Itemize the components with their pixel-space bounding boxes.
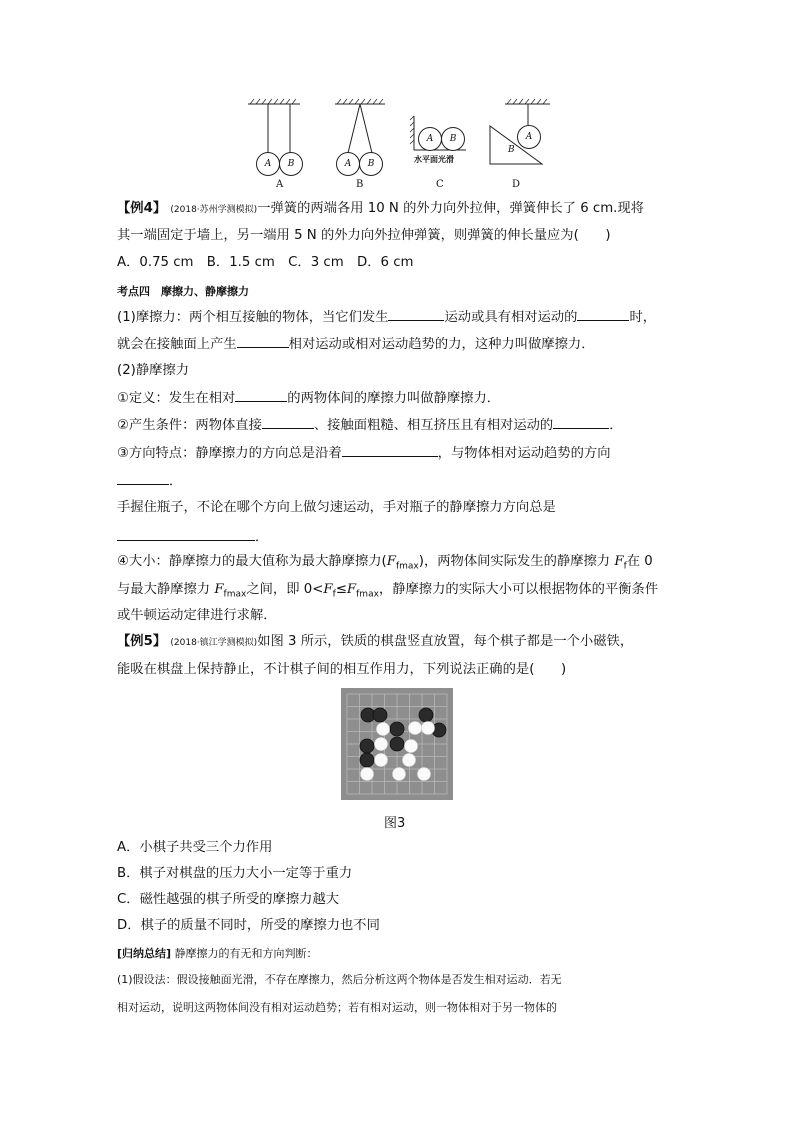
- static-dir-text-b: ，与物体相对运动趋势的方向: [437, 446, 611, 461]
- bottle-line2: [117, 526, 682, 548]
- blank-1: [388, 306, 444, 321]
- static-def-line: [117, 387, 682, 409]
- size-sub: fmax: [395, 561, 419, 572]
- example4-tag: 【例4】: [117, 201, 167, 216]
- static-cond-line: [117, 414, 682, 436]
- example5-option-b: B．棋子对棋盘的压力大小一定等于重力: [117, 866, 353, 881]
- size-text-b: )，两物体间实际发生的静摩擦力: [418, 554, 611, 569]
- size2-text-a: 与最大静摩擦力: [117, 582, 211, 597]
- figure-b: [335, 99, 385, 153]
- friction-def-text-a: (1)摩擦力：两个相互接触的物体，当它们发生: [117, 310, 389, 325]
- summary-line1: (1)假设法：假设接触面光滑，不存在摩擦力，然后分析这两个物体是否发生相对运动．若无: [117, 973, 562, 986]
- blank-5: [262, 414, 314, 429]
- static-dir-line1: [117, 442, 682, 464]
- friction-def-text-b: 运动或具有相对运动的: [444, 310, 578, 325]
- size2-text-c: ≤: [335, 582, 347, 597]
- friction-def-line1: [117, 306, 682, 328]
- ball-a-fig-c: A: [418, 127, 442, 151]
- summary-heading: [117, 944, 682, 964]
- bottle-line1: 手握住瓶子，不论在哪个方向上做匀速运动，手对瓶子的静摩擦力方向总是: [117, 500, 556, 515]
- size2-sub1: fmax: [223, 589, 247, 600]
- friction-def-text-e: 相对运动或相对运动趋势的力，这种力叫做摩擦力．: [288, 337, 595, 352]
- blank-4: [235, 387, 287, 402]
- size-fsub: f: [623, 561, 627, 572]
- static-def-text-b: 的两物体间的摩擦力叫做静摩擦力．: [287, 391, 501, 406]
- size2-text-d: ，静摩擦力的实际大小可以根据物体的平衡条件: [378, 582, 659, 597]
- blank-3: [237, 333, 289, 348]
- bottle-end: ．: [255, 530, 269, 545]
- size-Ff: F: [614, 554, 624, 569]
- example4-source: (2018·苏州学测模拟): [170, 205, 258, 215]
- figure-a: [248, 99, 300, 153]
- summary-line2: 相对运动，说明这两物体间没有相对运动趋势；若有相对运动，则一物体相对于另一物体的: [117, 1001, 557, 1014]
- blank-2: [577, 306, 629, 321]
- example4-line1: [117, 199, 682, 220]
- static-cond-text-a: ②产生条件：两物体直接: [117, 418, 262, 433]
- summary-tag: [归纳总结]: [117, 947, 172, 960]
- ball-a-fig-b: A: [336, 152, 360, 176]
- friction-def-text-d: 就会在接触面上产生: [117, 337, 237, 352]
- static-size-line1: [117, 552, 682, 577]
- figure-label-c: C: [436, 179, 444, 190]
- static-dir-text-a: ③方向特点：静摩擦力的方向总是沿着: [117, 446, 342, 461]
- blank-7: [342, 442, 438, 457]
- example5-option-d: D．棋子的质量不同时，所受的摩擦力也不同: [117, 918, 380, 933]
- static-cond-text-b: 、接触面粗糙、相互挤压且有相对运动的: [313, 418, 554, 433]
- figure3-caption: 图3: [384, 816, 406, 831]
- example5-option-a: A．小棋子共受三个力作用: [117, 840, 273, 855]
- pendulum-figure: [240, 98, 560, 190]
- example5-line1: [117, 632, 682, 653]
- example5-stem-1: 如图 3 所示，铁质的棋盘竖直放置，每个棋子都是一个小磁铁，: [257, 634, 634, 649]
- size-F: F: [386, 554, 396, 569]
- static-dir-text-c: ．: [169, 474, 183, 489]
- example5-option-c: C．磁性越强的棋子所受的摩擦力越大: [117, 892, 340, 907]
- figure-label-b: B: [356, 179, 364, 190]
- ball-b-fig-c: B: [441, 127, 465, 151]
- example5-source: (2018·镇江学测模拟): [170, 638, 258, 648]
- example5-line2: 能吸在棋盘上保持静止，不计棋子间的相互作用力，下列说法正确的是( ): [117, 662, 567, 677]
- static-def-text-a: ①定义：发生在相对: [117, 391, 236, 406]
- ball-a-fig-d: A: [517, 125, 541, 149]
- blank-9: [117, 526, 255, 541]
- size2-fsub: f: [332, 589, 336, 600]
- blank-6: [553, 414, 609, 429]
- static-size-line3: 或牛顿运动定律进行求解．: [117, 608, 277, 623]
- ball-b-fig-a: B: [279, 152, 303, 176]
- figure-label-d: D: [512, 179, 521, 190]
- static-cond-text-c: ．: [609, 418, 623, 433]
- ball-b-fig-b: B: [359, 152, 383, 176]
- blank-8: [117, 470, 169, 485]
- example4-line2: 其一端固定于墙上，另一端用 5 N 的外力向外拉伸弹簧，则弹簧的伸长量应为( ): [117, 228, 611, 243]
- friction-def-text-c: 时，: [629, 310, 657, 325]
- example5-tag: 【例5】: [117, 634, 167, 649]
- figure-label-a: A: [276, 179, 284, 190]
- static-dir-line2: [117, 470, 682, 492]
- size2-sub2: fmax: [356, 589, 379, 600]
- example4-options: A．0.75 cm B．1.5 cm C．3 cm D．6 cm: [117, 255, 414, 270]
- section4-heading: 考点四 摩擦力、静摩擦力: [117, 285, 249, 298]
- size-text-a: ④大小：静摩擦力的最大值称为最大静摩擦力(: [117, 554, 387, 569]
- static-friction-heading: (2)静摩擦力: [117, 363, 190, 378]
- size-text-c: 在 0: [626, 554, 653, 569]
- size2-F2: F: [346, 582, 357, 597]
- example4-stem-1: 一弹簧的两端各用 10 N 的外力向外拉伸，弹簧伸长了 6 cm.现将: [257, 201, 644, 216]
- size2-text-b: 之间，即 0<: [246, 582, 324, 597]
- size2-Ff: F: [323, 582, 333, 597]
- summary-title: 静摩擦力的有无和方向判断：: [174, 947, 318, 960]
- go-board-figure: [341, 688, 453, 800]
- wedge-b-label: B: [508, 145, 515, 155]
- size2-F1: F: [214, 582, 224, 597]
- friction-def-line2: [117, 333, 682, 355]
- ball-a-fig-a: A: [256, 152, 280, 176]
- static-size-line2: [117, 580, 682, 605]
- smooth-floor-label: 水平面光滑: [414, 155, 454, 164]
